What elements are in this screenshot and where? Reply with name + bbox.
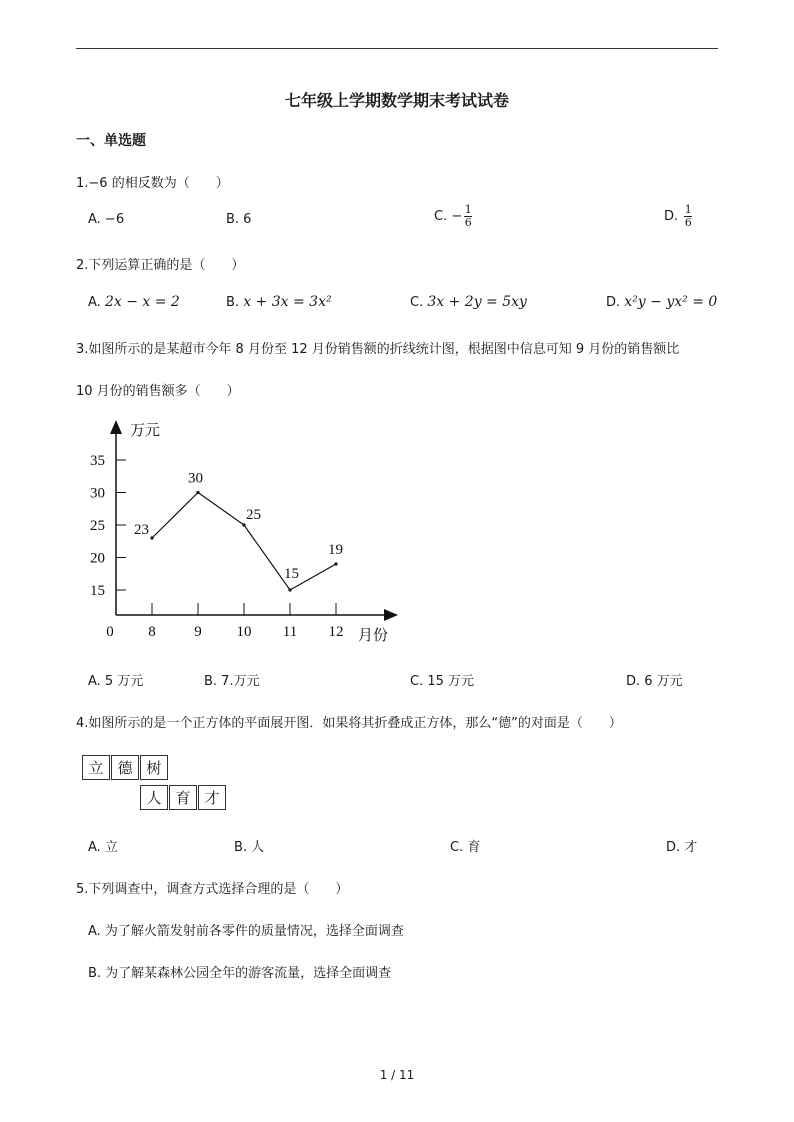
question-3-stem-line-2: 10 月份的销售额多（ ） (76, 384, 240, 399)
y-tick-label: 20 (90, 550, 105, 567)
net-cell: 立 (82, 755, 110, 780)
y-axis-arrow (110, 420, 122, 434)
x-tick-label: 9 (194, 624, 202, 640)
question-3-option-d: D. 6 万元 (626, 674, 683, 689)
data-label: 30 (188, 470, 203, 487)
question-1-option-c (434, 204, 472, 229)
y-tick-label: 25 (90, 518, 105, 534)
data-point (242, 523, 245, 526)
cube-net (82, 755, 234, 813)
question-4-option-b: B. 人 (234, 840, 265, 855)
page-number: 1 / 11 (379, 1068, 415, 1082)
question-2-stem: 2.下列运算正确的是（ ） (76, 258, 245, 273)
option-label: A. (88, 295, 101, 310)
series-line (152, 493, 336, 591)
question-1-option-c-label: C. (434, 209, 448, 224)
x-tick-label: 10 (236, 624, 252, 640)
question-4-option-a: A. 立 (88, 840, 118, 855)
net-cell: 树 (140, 755, 168, 780)
question-3-option-c: C. 15 万元 (410, 674, 475, 689)
option-expression: 3x + 2y = 5xy (427, 294, 527, 310)
y-tick-label: 35 (90, 453, 105, 469)
denominator: 6 (684, 216, 692, 229)
line-chart (76, 410, 416, 650)
question-2-option-c (410, 294, 527, 310)
question-3-option-b: B. 7.万元 (204, 674, 260, 689)
data-point (150, 536, 153, 539)
data-point (288, 588, 291, 591)
fraction (684, 204, 692, 229)
net-cell: 人 (140, 785, 168, 810)
question-1-option-a: A. −6 (88, 212, 125, 227)
section-heading: 一、单选题 (76, 133, 146, 149)
question-2-option-d (606, 294, 717, 310)
net-cell: 才 (198, 785, 226, 810)
x-tick-label: 8 (148, 624, 156, 640)
option-expression: x + 3x = 3x² (243, 294, 332, 310)
question-3-option-a: A. 5 万元 (88, 674, 144, 689)
net-cell: 育 (169, 785, 197, 810)
minus-sign: − (451, 209, 463, 224)
question-5-stem: 5.下列调查中，调查方式选择合理的是（ ） (76, 882, 349, 897)
data-label: 15 (284, 566, 299, 582)
x-axis-arrow (384, 609, 398, 621)
numerator: 1 (684, 203, 692, 216)
question-5-option-a: A. 为了解火箭发射前各零件的质量情况，选择全面调查 (88, 924, 404, 939)
question-3-stem-line-1: 3.如图所示的是某超市今年 8 月份至 12 月份销售额的折线统计图，根据图中信息可知 9 月份的销售额比 (76, 342, 680, 357)
question-2-option-a (88, 294, 180, 310)
question-1-option-d-label: D. (664, 209, 679, 224)
question-1-stem: 1.−6 的相反数为（ ） (76, 176, 229, 191)
option-label: D. (606, 295, 621, 310)
fraction (464, 204, 472, 229)
x-tick-label: 12 (328, 624, 344, 640)
option-label: B. (226, 295, 240, 310)
question-1-option-d (664, 204, 692, 229)
data-label: 19 (328, 542, 343, 558)
question-5-option-b: B. 为了解某森林公园全年的游客流量，选择全面调查 (88, 966, 392, 981)
question-4-option-c: C. 育 (450, 840, 481, 855)
x-tick-label: 11 (282, 624, 298, 640)
origin-label: 0 (106, 624, 114, 640)
data-point (334, 562, 337, 565)
header-rule (76, 48, 718, 49)
option-expression: x²y − yx² = 0 (624, 294, 718, 310)
option-expression: 2x − x = 2 (104, 294, 180, 310)
question-1-option-b: B. 6 (226, 212, 252, 227)
data-label: 23 (134, 522, 149, 538)
question-2-option-b (226, 294, 332, 310)
question-4-stem: 4.如图所示的是一个正方体的平面展开图．如果将其折叠成正方体，那么“德”的对面是（ ） (76, 716, 622, 731)
numerator: 1 (464, 203, 472, 216)
x-axis-label: 月份 (358, 626, 389, 644)
page-title: 七年级上学期数学期末考试试卷 (284, 91, 509, 110)
denominator: 6 (464, 216, 472, 229)
y-tick-label: 15 (90, 583, 105, 599)
option-label: C. (410, 295, 424, 310)
y-axis-label: 万元 (130, 421, 161, 439)
data-point (196, 491, 199, 494)
net-cell: 德 (111, 755, 139, 780)
y-tick-label: 30 (90, 485, 105, 502)
question-4-option-d: D. 才 (666, 840, 698, 855)
data-label: 25 (246, 507, 261, 523)
